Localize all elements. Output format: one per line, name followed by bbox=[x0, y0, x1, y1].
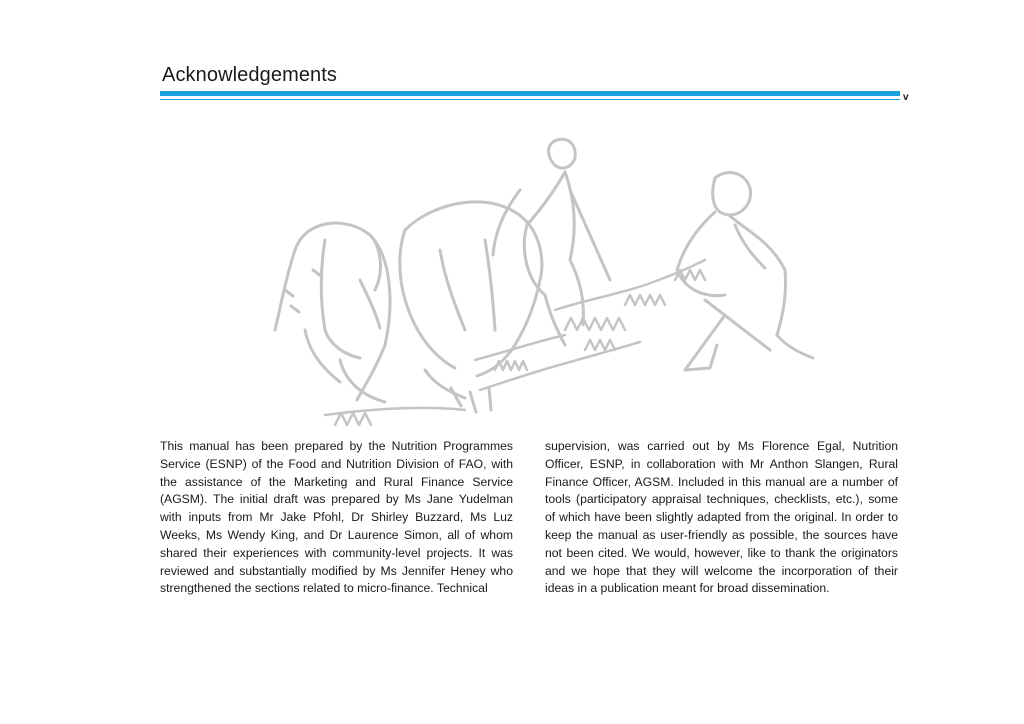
figure-middle-right-sketch bbox=[493, 139, 610, 345]
figure-left-sketch bbox=[275, 223, 390, 402]
figure-middle-left-sketch bbox=[400, 202, 542, 412]
header-rule-thin bbox=[160, 99, 900, 100]
body-column-right: supervision, was carried out by Ms Florence Egal, Nutrition Officer, ESNP, in collaboration with Mr Anthon Slangen, Rural Finance Officer, AGSM. Included in this manual are a number of tools (participatory appraisal techniques, checklists, etc.), some of which have been slightly adapted from the original. In order to keep the manual as user-friendly as possible, the sources have not been cited. We would, however, like to thank the originators and we hope that they will welcome the incorporation of their ideas in a publication meant for broad dissemination. bbox=[545, 439, 898, 596]
header-rule-thick bbox=[160, 91, 900, 96]
figure-right-sketch bbox=[677, 173, 813, 370]
farmers-working-illustration bbox=[265, 130, 825, 430]
page-number: v bbox=[903, 92, 909, 103]
body-column-left: This manual has been prepared by the Nutrition Programmes Service (ESNP) of the Food and Nutrition Division of FAO, with the assistance of the Marketing and Rural Finance Service (AGSM). The initial draft was prepared by Ms Jane Yudelman with inputs from Mr Jake Pfohl, Dr Shirley Buzzard, Ms Luz Weeks, Ms Wendy King, and Dr Laurence Simon, all of whom shared their experiences with community-level projects. It was reviewed and substantially modified by Ms Jennifer Heney who strengthened the sections related to micro-finance. Technical bbox=[160, 439, 513, 596]
page-title: Acknowledgements bbox=[162, 64, 338, 86]
